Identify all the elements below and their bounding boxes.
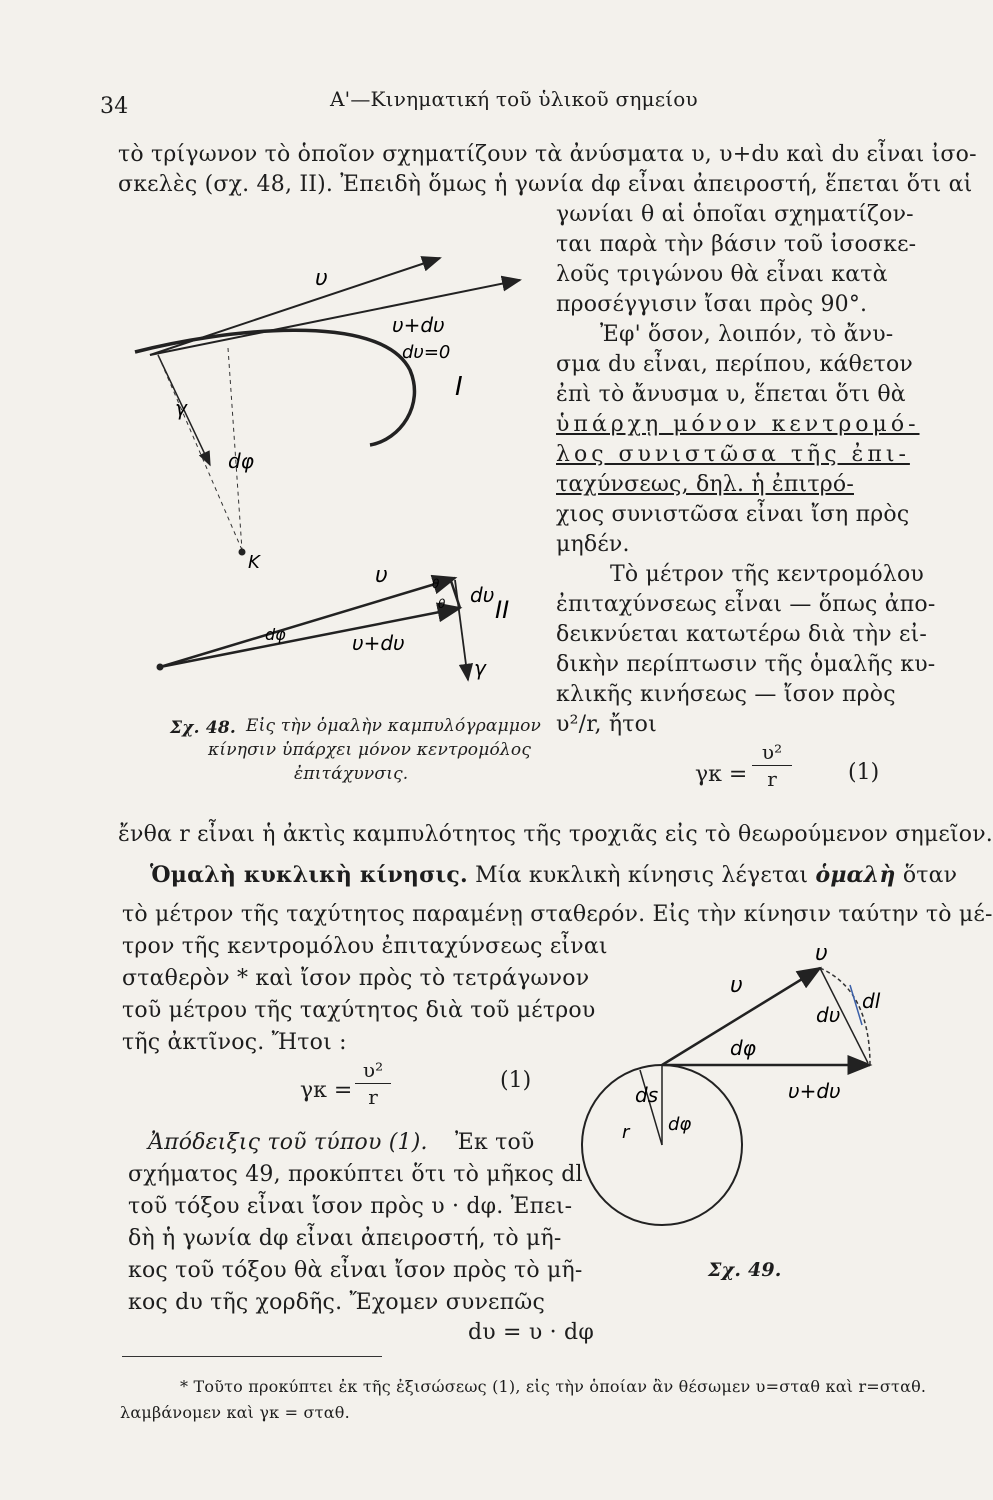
fig48-label-gamma: γ bbox=[175, 396, 187, 420]
formula-fraction bbox=[752, 740, 792, 791]
section-line: σταθερὸν * καὶ ἴσον πρὸς τὸ τετράγωνον bbox=[122, 966, 590, 991]
fig48-caption-line: ἐπιτάχυνσις. bbox=[294, 764, 409, 784]
fig48-label-v: υ bbox=[315, 266, 328, 291]
right-line: Ἐφ' ὅσον, λοιπόν, τὸ ἄνυ- bbox=[600, 322, 894, 347]
section-line: τρον τῆς κεντρομόλου ἐπιταχύνσεως εἶναι bbox=[122, 934, 608, 959]
fig49-label-dphi-2: dφ bbox=[668, 1114, 692, 1135]
fig49-label-r: r bbox=[622, 1122, 630, 1143]
proof-line: κος dυ τῆς χορδῆς. Ἔχομεν συνεπῶς bbox=[128, 1290, 545, 1315]
section-line: τοῦ μέτρου τῆς ταχύτητος διὰ τοῦ μέτρου bbox=[122, 998, 596, 1023]
equation-number: (1) bbox=[500, 1068, 532, 1093]
running-title: Α'—Κινηματική τοῦ ὑλικοῦ σημείου bbox=[330, 87, 698, 111]
right-line: ἐπιταχύνσεως εἶναι — ὅπως ἀπο- bbox=[556, 592, 936, 617]
formula-fraction bbox=[355, 1058, 391, 1109]
vector-gamma-II bbox=[455, 580, 468, 680]
fig48-label-v-II: υ bbox=[375, 563, 388, 588]
right-line: δεικνύεται κατωτέρω διὰ τὴν εἰ- bbox=[556, 622, 928, 647]
vector-v-dv-II bbox=[160, 608, 460, 667]
section-heading-rest: Μία κυκλικὴ κίνησις λέγεται bbox=[475, 863, 809, 888]
section-heading-end: ὅταν bbox=[902, 863, 958, 888]
section-heading-line bbox=[150, 860, 957, 891]
proof-line: Ἐκ τοῦ bbox=[455, 1130, 535, 1155]
footnote-line-2: λαμβάνομεν καὶ γκ = σταθ. bbox=[120, 1403, 350, 1422]
right-line: προσέγγισιν ἴσαι πρὸς 90°. bbox=[556, 292, 868, 317]
fig48-label-v-dv-II: υ+dυ bbox=[352, 631, 405, 655]
right-line-emphasis: ὑπάρχῃ μόνον κεντρομό- bbox=[556, 412, 920, 437]
right-line: σμα dυ εἶναι, περίπου, κάθετον bbox=[556, 352, 914, 377]
fig48-label-theta-2: θ bbox=[438, 597, 446, 611]
fig49-label-dv: dυ bbox=[816, 1003, 841, 1027]
formula-lhs: γκ = bbox=[300, 1078, 353, 1103]
fig49-label-dphi: dφ bbox=[730, 1036, 756, 1060]
fig48-label-v-dv: υ+dυ bbox=[392, 313, 445, 337]
section-heading: Ὁμαλὴ κυκλικὴ κίνησις. bbox=[150, 862, 468, 888]
right-line: υ²/r, ἤτοι bbox=[556, 712, 657, 737]
fig48-label-K: K bbox=[248, 552, 260, 573]
fig48-caption-label: Σχ. 48. bbox=[170, 718, 237, 738]
origin-point-II bbox=[157, 664, 164, 671]
fig48-label-dv-II: dυ bbox=[470, 583, 495, 607]
formula-denominator: r bbox=[767, 767, 777, 791]
right-line: Τὸ μέτρον τῆς κεντρομόλου bbox=[610, 562, 924, 587]
fig48-label-I: I bbox=[455, 372, 463, 402]
equation-number: (1) bbox=[848, 760, 880, 785]
vector-v-II bbox=[160, 578, 455, 667]
page-number: 34 bbox=[100, 94, 129, 119]
fig49-caption: Σχ. 49. bbox=[708, 1259, 782, 1281]
fig49-label-v-dv: υ+dυ bbox=[788, 1079, 841, 1103]
formula-numerator: υ² bbox=[761, 740, 783, 764]
right-line: λοῦς τριγώνου θὰ εἶναι κατὰ bbox=[556, 262, 888, 287]
right-line: μηδέν. bbox=[556, 532, 630, 557]
fig48-caption-line: κίνησιν ὑπάρχει μόνον κεντρομόλος bbox=[208, 740, 532, 760]
figure-49 bbox=[580, 930, 900, 1250]
fig49-label-v2: υ bbox=[815, 941, 828, 966]
fig48-caption-line: Εἰς τὴν ὁμαλὴν καμπυλόγραμμον bbox=[246, 716, 542, 736]
right-line: ται παρὰ τὴν βάσιν τοῦ ἰσοσκε- bbox=[556, 232, 917, 257]
right-line: χιος συνιστῶσα εἶναι ἴση πρὸς bbox=[556, 502, 910, 527]
formula-denominator: r bbox=[368, 1085, 378, 1109]
fig48-label-dphi: dφ bbox=[228, 449, 254, 473]
center-point-K bbox=[239, 549, 246, 556]
section-line: τὸ μέτρον τῆς ταχύτητος παραμένῃ σταθερόν. Εἰς τὴν κίνησιν ταύτην τὸ μέ- bbox=[122, 902, 993, 927]
footnote-rule bbox=[122, 1356, 382, 1357]
proof-line: κος τοῦ τόξου θὰ εἶναι ἴσον πρὸς τὸ μῆ- bbox=[128, 1258, 583, 1283]
fig48-label-II: II bbox=[495, 596, 510, 624]
radius-r bbox=[640, 1070, 662, 1145]
fig49-label-v: υ bbox=[730, 973, 743, 998]
blue-mark bbox=[850, 985, 862, 1025]
body-line-2: σκελὲς (σχ. 48, II). Ἐπειδὴ ὅμως ἡ γωνία dφ εἶναι ἀπειροστή, ἕπεται ὅτι αἱ bbox=[118, 172, 973, 197]
fig49-label-dl: dl bbox=[862, 989, 881, 1013]
body-line-radius: ἔνθα r εἶναι ἡ ἀκτὶς καμπυλότητος τῆς τροχιᾶς εἰς τὸ θεωρούμενον σημεῖον. bbox=[118, 822, 993, 847]
proof-title: Ἀπόδειξις τοῦ τύπου (1). bbox=[148, 1130, 428, 1155]
section-emphasis: ὁμαλὴ bbox=[815, 862, 896, 888]
right-line: γωνίαι θ αἱ ὁποῖαι σχηματίζον- bbox=[556, 202, 914, 227]
right-line-emphasis: λος συνιστῶσα τῆς ἐπι- bbox=[556, 442, 910, 467]
fig48-label-gamma-II: γ bbox=[474, 656, 486, 680]
fig48-label-dv-zero: dυ=0 bbox=[402, 342, 451, 363]
trajectory-curve bbox=[135, 330, 414, 445]
fig48-label-theta-1: θ bbox=[432, 577, 440, 591]
formula-lhs: γκ = bbox=[695, 762, 748, 787]
right-line: κλικῆς κινήσεως — ἴσον πρὸς bbox=[556, 682, 896, 707]
body-line-1: τὸ τρίγωνον τὸ ὁποῖον σχηματίζουν τὰ ἀνύσματα υ, υ+dυ καὶ dυ εἶναι ἰσο- bbox=[118, 142, 977, 167]
right-line: δικὴν περίπτωσιν τῆς ὁμαλῆς κυ- bbox=[556, 652, 936, 677]
proof-line: δὴ ἡ γωνία dφ εἶναι ἀπειροστή, τὸ μῆ- bbox=[128, 1226, 562, 1251]
fig48-label-dphi-II: dφ bbox=[265, 625, 286, 644]
formula-numerator: υ² bbox=[362, 1058, 384, 1082]
right-line: ταχύνσεως, δηλ. ἡ ἐπιτρό- bbox=[556, 472, 854, 497]
right-line: ἐπὶ τὸ ἄνυσμα υ, ἕπεται ὅτι θὰ bbox=[556, 382, 906, 407]
proof-line: τοῦ τόξου εἶναι ἴσον πρὸς υ · dφ. Ἐπει- bbox=[128, 1194, 573, 1219]
fig49-label-ds: ds bbox=[635, 1083, 659, 1107]
section-line: τῆς ἀκτῖνος. Ἤτοι : bbox=[122, 1030, 347, 1055]
footnote-line-1: * Τοῦτο προκύπτει ἐκ τῆς ἐξισώσεως (1), εἰς τὴν ὁποίαν ἂν θέσωμεν υ=σταθ καὶ r=σταθ. bbox=[180, 1377, 927, 1396]
figure-48 bbox=[130, 230, 530, 700]
proof-final-formula: dυ = υ · dφ bbox=[468, 1320, 594, 1345]
vector-v-plus-dv bbox=[150, 280, 520, 355]
proof-line: σχήματος 49, προκύπτει ὅτι τὸ μῆκος dl bbox=[128, 1162, 583, 1187]
